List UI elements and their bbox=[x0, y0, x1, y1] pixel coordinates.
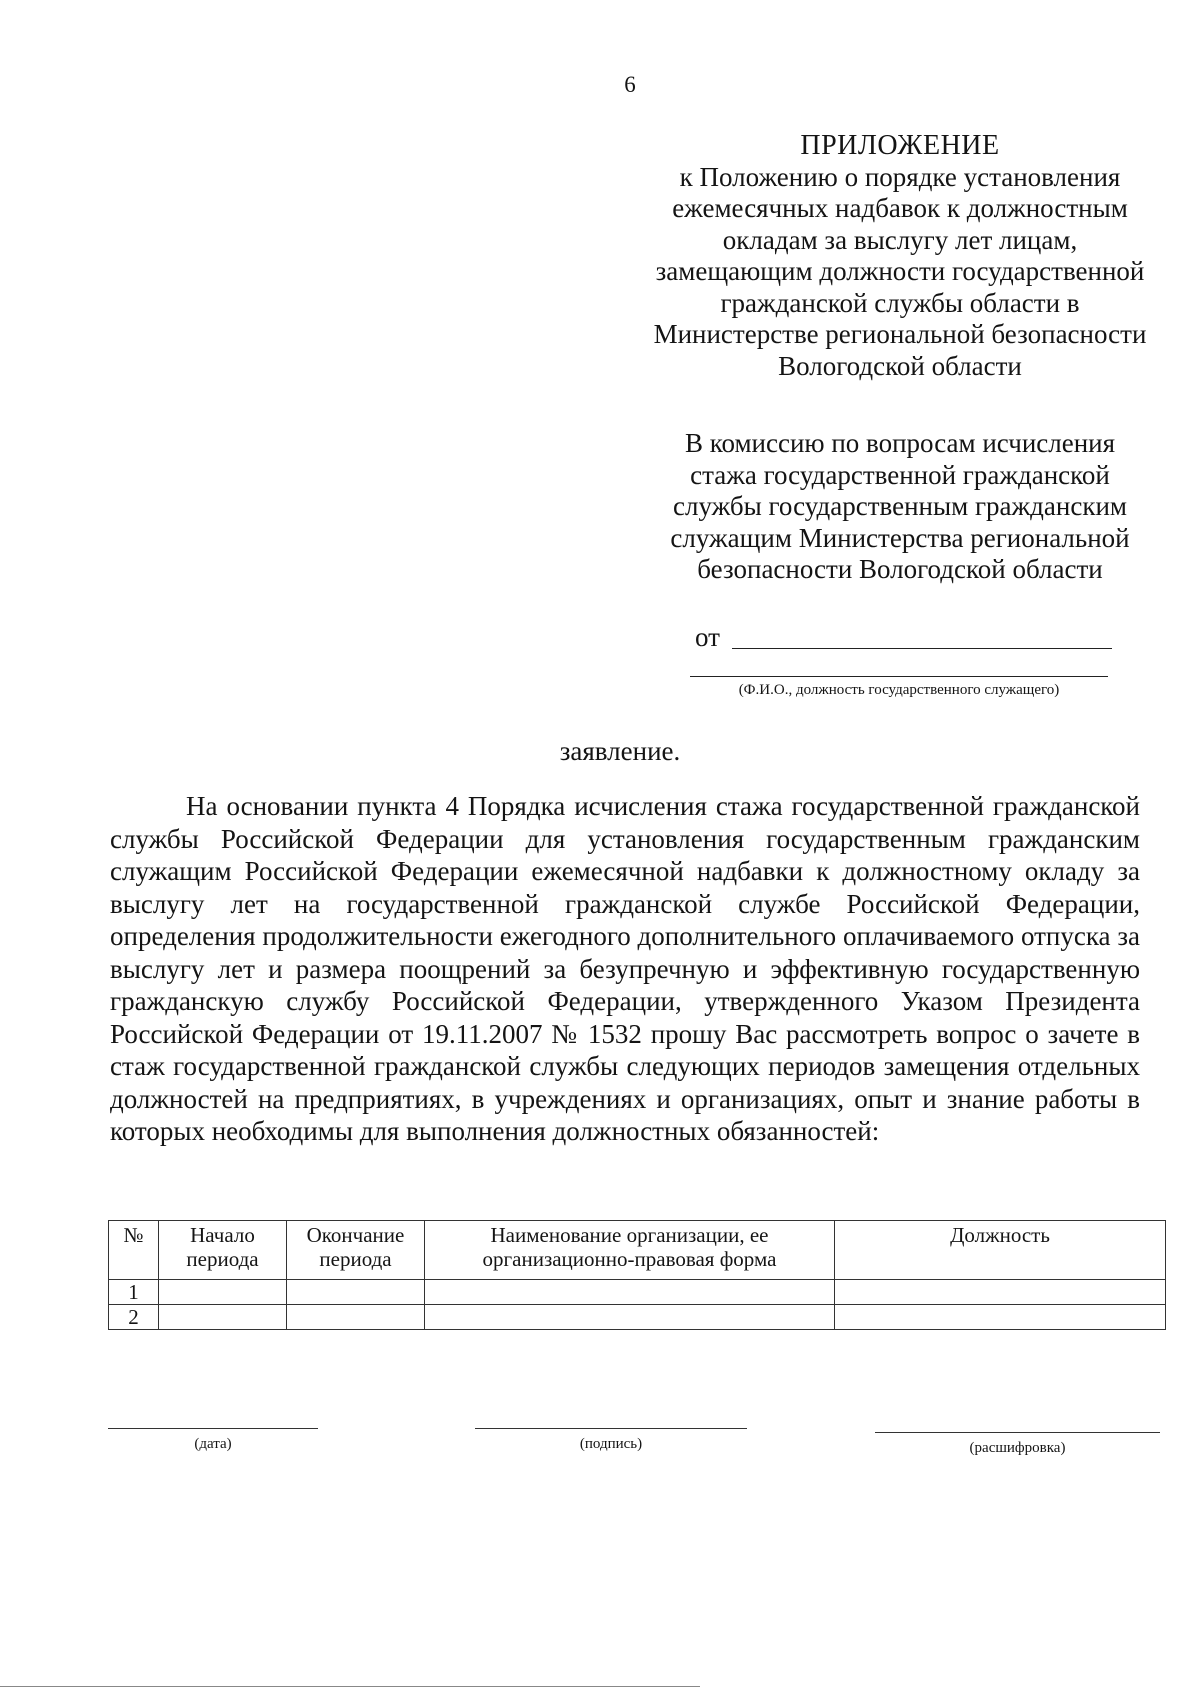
cell-org[interactable] bbox=[425, 1280, 835, 1305]
from-blank-line[interactable] bbox=[732, 648, 1112, 649]
table-header-row bbox=[109, 1221, 1166, 1280]
header-org: Наименование организации, ее организационно-правовая форма bbox=[425, 1221, 835, 1280]
date-blank-line[interactable] bbox=[108, 1428, 318, 1429]
addressee-line: безопасности Вологодской области bbox=[697, 554, 1103, 584]
name-caption: (Ф.И.О., должность государственного служащего) bbox=[738, 682, 1060, 698]
row-num: 2 bbox=[109, 1305, 159, 1330]
cell-org[interactable] bbox=[425, 1305, 835, 1330]
date-signature-field bbox=[108, 1428, 318, 1453]
table-row bbox=[109, 1305, 1166, 1330]
decoding-caption: (расшифровка) bbox=[969, 1440, 1066, 1456]
appendix-line: окладам за выслугу лет лицам, bbox=[722, 224, 1078, 255]
signature-blank-line[interactable] bbox=[475, 1428, 747, 1429]
from-label: от bbox=[695, 622, 720, 652]
header-position: Должность bbox=[835, 1221, 1166, 1280]
addressee-line: службы государственным гражданским bbox=[672, 491, 1127, 521]
cell-start[interactable] bbox=[159, 1305, 287, 1330]
appendix-title: ПРИЛОЖЕНИЕ bbox=[800, 130, 1000, 161]
decoding-blank-line[interactable] bbox=[875, 1432, 1160, 1433]
addressee-block bbox=[660, 428, 1140, 586]
appendix-line: Министерстве региональной безопасности bbox=[653, 319, 1147, 349]
signature-field bbox=[475, 1428, 747, 1453]
appendix-line: гражданской службы области в bbox=[720, 287, 1080, 318]
header-start: Начало периода bbox=[159, 1221, 287, 1280]
from-field bbox=[695, 622, 1112, 653]
appendix-header bbox=[635, 130, 1165, 382]
header-end: Окончание периода bbox=[287, 1221, 425, 1280]
appendix-line: Вологодской области bbox=[778, 350, 1022, 381]
header-num: № bbox=[109, 1221, 159, 1280]
cell-end[interactable] bbox=[287, 1280, 425, 1305]
date-caption: (дата) bbox=[194, 1436, 232, 1452]
row-num: 1 bbox=[109, 1280, 159, 1305]
page-number: 6 bbox=[624, 72, 636, 97]
periods-table bbox=[108, 1220, 1166, 1330]
statement-body: На основании пункта 4 Порядка исчисления стажа государственной гражданской службы Российской Федерации для установления государственным гражданским служащим Российской Федерации ежемесячной надбавки к должностному окладу за выслугу лет на государственной гражданской службе Российской Федерации, определения продолжительности ежегодного дополнительного оплачиваемого отпуска за выслугу лет и размера поощрений за безупречную и эффективную государственную гражданскую службу Российской Федерации, утвержденного Указом Президента Российской Федерации от 19.11.2007 № 1532 прошу Вас рассмотреть вопрос о зачете в стаж государственной гражданской службы следующих периодов замещения отдельных должностей на предприятиях, в учреждениях и организациях, опыт и знание работы в которых необходимы для выполнения должностных обязанностей: bbox=[110, 791, 1140, 1146]
name-blank-line[interactable] bbox=[690, 676, 1108, 677]
cell-position[interactable] bbox=[835, 1305, 1166, 1330]
table-row bbox=[109, 1280, 1166, 1305]
cell-position[interactable] bbox=[835, 1280, 1166, 1305]
appendix-line: к Положению о порядке установления bbox=[679, 161, 1121, 192]
cell-end[interactable] bbox=[287, 1305, 425, 1330]
signature-caption: (подпись) bbox=[579, 1436, 643, 1452]
addressee-line: В комиссию по вопросам исчисления bbox=[684, 428, 1116, 458]
cell-start[interactable] bbox=[159, 1280, 287, 1305]
addressee-line: стажа государственной гражданской bbox=[690, 459, 1110, 490]
decoding-field bbox=[875, 1432, 1160, 1457]
statement-title: заявление. bbox=[559, 736, 681, 766]
appendix-line: замещающим должности государственной bbox=[655, 256, 1145, 286]
appendix-line: ежемесячных надбавок к должностным bbox=[672, 193, 1128, 223]
addressee-line: служащим Министерства региональной bbox=[670, 522, 1130, 553]
scan-edge-line bbox=[0, 1686, 700, 1687]
